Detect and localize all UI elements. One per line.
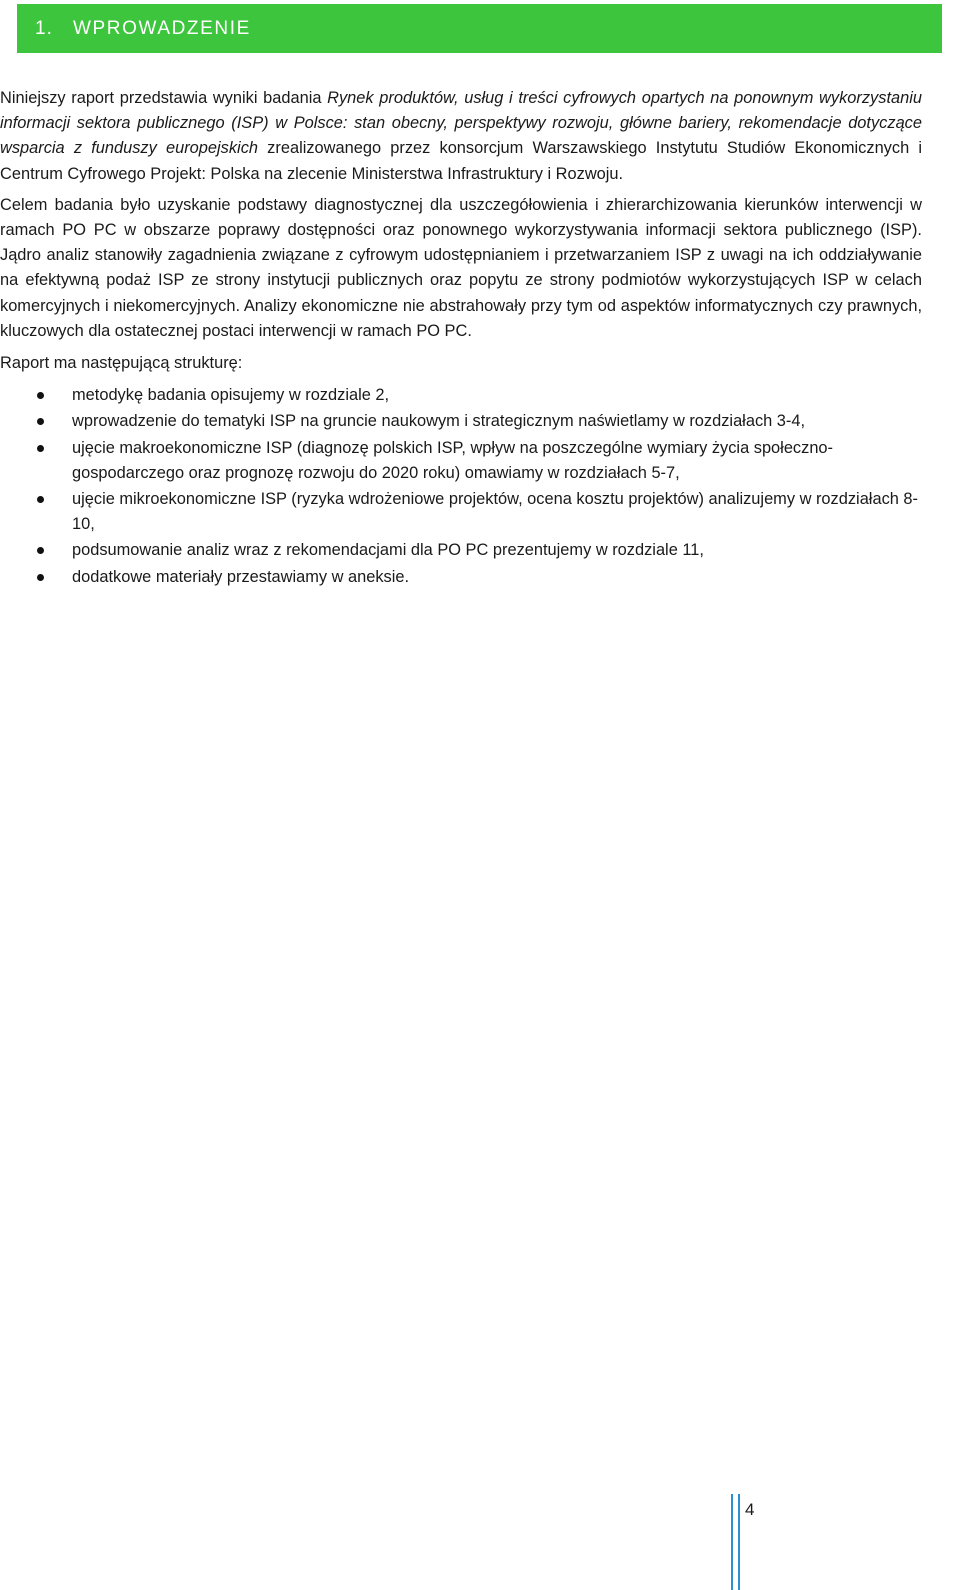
list-item [0, 436, 922, 486]
bullet-icon [37, 445, 44, 452]
list-item-text: wprowadzenie do tematyki ISP na gruncie naukowym i strategicznym naświetlamy w rozdziałach 3-4, [72, 412, 806, 431]
list-item [0, 409, 922, 434]
list-item-text: podsumowanie analiz wraz z rekomendacjami dla PO PC prezentujemy w rozdziale 11, [72, 541, 704, 560]
intro-text-before: Niniejszy raport przedstawia wyniki badania [0, 89, 328, 107]
goal-paragraph: Celem badania było uzyskanie podstawy diagnostycznej dla uszczegółowienia i zhierarchizowania kierunków interwencji w ramach PO PC w obszarze poprawy dostępności oraz ponownego wykorzystywania informacji sektora publicznego (ISP). Jądro analiz stanowiły zagadnienia związane z cyfrowym udostępnianiem i przetwarzaniem ISP z uwagi na ich oddziaływanie na efektywną podaż ISP ze strony instytucji publicznych oraz popytu ze strony podmiotów wykorzystujących ISP w celach komercyjnych i niekomercyjnych. Analizy ekonomiczne nie abstrahowały przy tym od aspektów informatycznych czy prawnych, kluczowych dla ostatecznej postaci interwencji w ramach PO PC. [0, 195, 922, 340]
structure-intro: Raport ma następującą strukturę: [0, 354, 243, 373]
section-heading [17, 4, 942, 53]
study-title: Rynek produktów, usług i treści cyfrowych opartych na ponownym wykorzystaniu informacji sektora publicznego (ISP) w Polsce: stan obecny, perspektywy rozwoju, główne bariery, rekomendacje dotyczące wsparcia z funduszy europejskich [0, 89, 922, 158]
list-item-text: dodatkowe materiały przestawiamy w aneksie. [72, 567, 410, 586]
bullet-icon [37, 418, 44, 425]
list-item-text: metodykę badania opisujemy w rozdziale 2, [72, 386, 390, 405]
intro-text-after: zrealizowanego przez konsorcjum Warszawskiego Instytutu Studiów Ekonomicznych i Centrum Cyfrowego Projekt: Polska na zlecenie Ministerstwa Infrastruktury i Rozwoju. [0, 139, 923, 183]
bullet-icon [37, 574, 44, 581]
section-title: WPROWADZENIE [73, 17, 251, 39]
list-item [0, 487, 922, 537]
footer-rule [731, 1494, 740, 1590]
list-item [0, 383, 922, 408]
bullet-icon [37, 392, 44, 399]
intro-paragraph [0, 86, 922, 187]
document-body [0, 86, 922, 591]
bullet-icon [37, 496, 44, 503]
page-footer [731, 1494, 791, 1590]
page-number: 4 [745, 1500, 755, 1519]
section-number: 1. [35, 17, 53, 39]
list-item [0, 565, 922, 590]
structure-list [0, 383, 922, 590]
list-item-text: ujęcie mikroekonomiczne ISP (ryzyka wdrożeniowe projektów, ocena kosztu projektów) analizujemy w rozdziałach 8-10, [72, 490, 919, 534]
list-item-text: ujęcie makroekonomiczne ISP (diagnozę polskich ISP, wpływ na poszczególne wymiary życia społeczno-gospodarczego oraz prognozę rozwoju do 2020 roku) omawiamy w rozdziałach 5-7, [72, 438, 834, 482]
bullet-icon [37, 547, 44, 554]
list-item [0, 538, 922, 563]
